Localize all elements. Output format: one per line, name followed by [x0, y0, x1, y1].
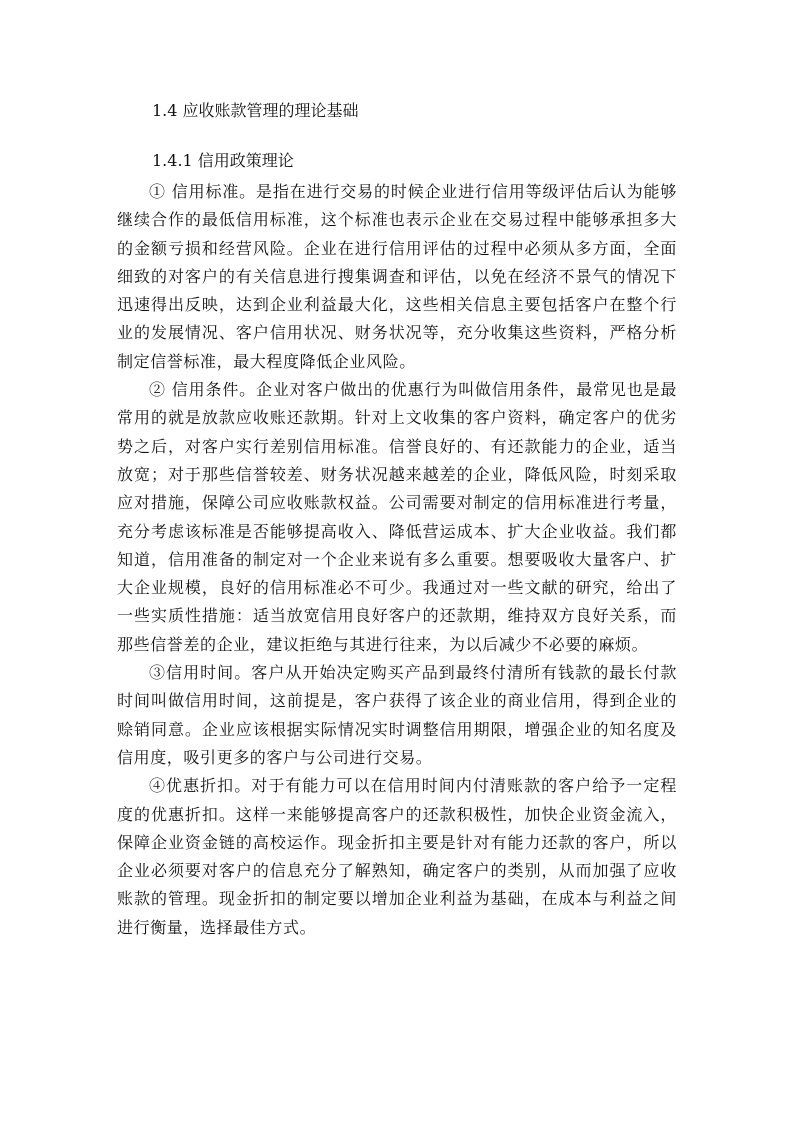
- section-heading: 1.4 应收账款管理的理论基础: [152, 101, 359, 120]
- paragraph-credit-standard: ① 信用标准。是指在进行交易的时候企业进行信用等级评估后认为能够继续合作的最低信用标准，这个标准也表示企业在交易过程中能够承担多大的金额亏损和经营风险。企业在进行信用评估的过程中必须从多方面，全面细致的对客户的有关信息进行搜集调查和评估，以免在经济不景气的情况下迅速得出反映，达到企业利益最大化，这些相关信息主要包括客户在整个行业的发展情况、客户信用状况、财务状况等，充分收集这些资料，严格分析制定信誉标准，最大程度降低企业风险。: [117, 182, 677, 371]
- paragraph-discount: ④优惠折扣。对于有能力可以在信用时间内付清账款的客户给予一定程度的优惠折扣。这样一来能够提高客户的还款积极性，加快企业资金流入，保障企业资金链的高校运作。现金折扣主要是针对有能力还款的客户，所以企业必须要对客户的信息充分了解熟知，确定客户的类别，从而加强了应收账款的管理。现金折扣的制定要以增加企业利益为基础，在成本与利益之间进行衡量，选择最佳方式。: [117, 776, 677, 937]
- paragraph-credit-period: ③信用时间。客户从开始决定购买产品到最终付清所有钱款的最长付款时间叫做信用时间，这前提是，客户获得了该企业的商业信用，得到企业的赊销同意。企业应该根据实际情况实时调整信用期限，增强企业的知名度及信用度，吸引更多的客户与公司进行交易。: [117, 663, 677, 767]
- subsection-heading: 1.4.1 信用政策理论: [152, 151, 294, 170]
- paragraph-credit-terms: ② 信用条件。企业对客户做出的优惠行为叫做信用条件，最常见也是最常用的就是放款应收账还款期。针对上文收集的客户资料，确定客户的优劣势之后，对客户实行差别信用标准。信誉良好的、有还款能力的企业，适当放宽；对于那些信誉较差、财务状况越来越差的企业，降低风险，时刻采取应对措施，保障公司应收账款权益。公司需要对制定的信用标准进行考量，充分考虑该标准是否能够提高收入、降低营运成本、扩大企业收益。我们都知道，信用准备的制定对一个企业来说有多么重要。想要吸收大量客户、扩大企业规模，良好的信用标准必不可少。我通过对一些文献的研究，给出了一些实质性措施：适当放宽信用良好客户的还款期，维持双方良好关系，而那些信誉差的企业，建议拒绝与其进行往来，为以后减少不必要的麻烦。: [117, 380, 677, 654]
- document-body: [117, 178, 677, 942]
